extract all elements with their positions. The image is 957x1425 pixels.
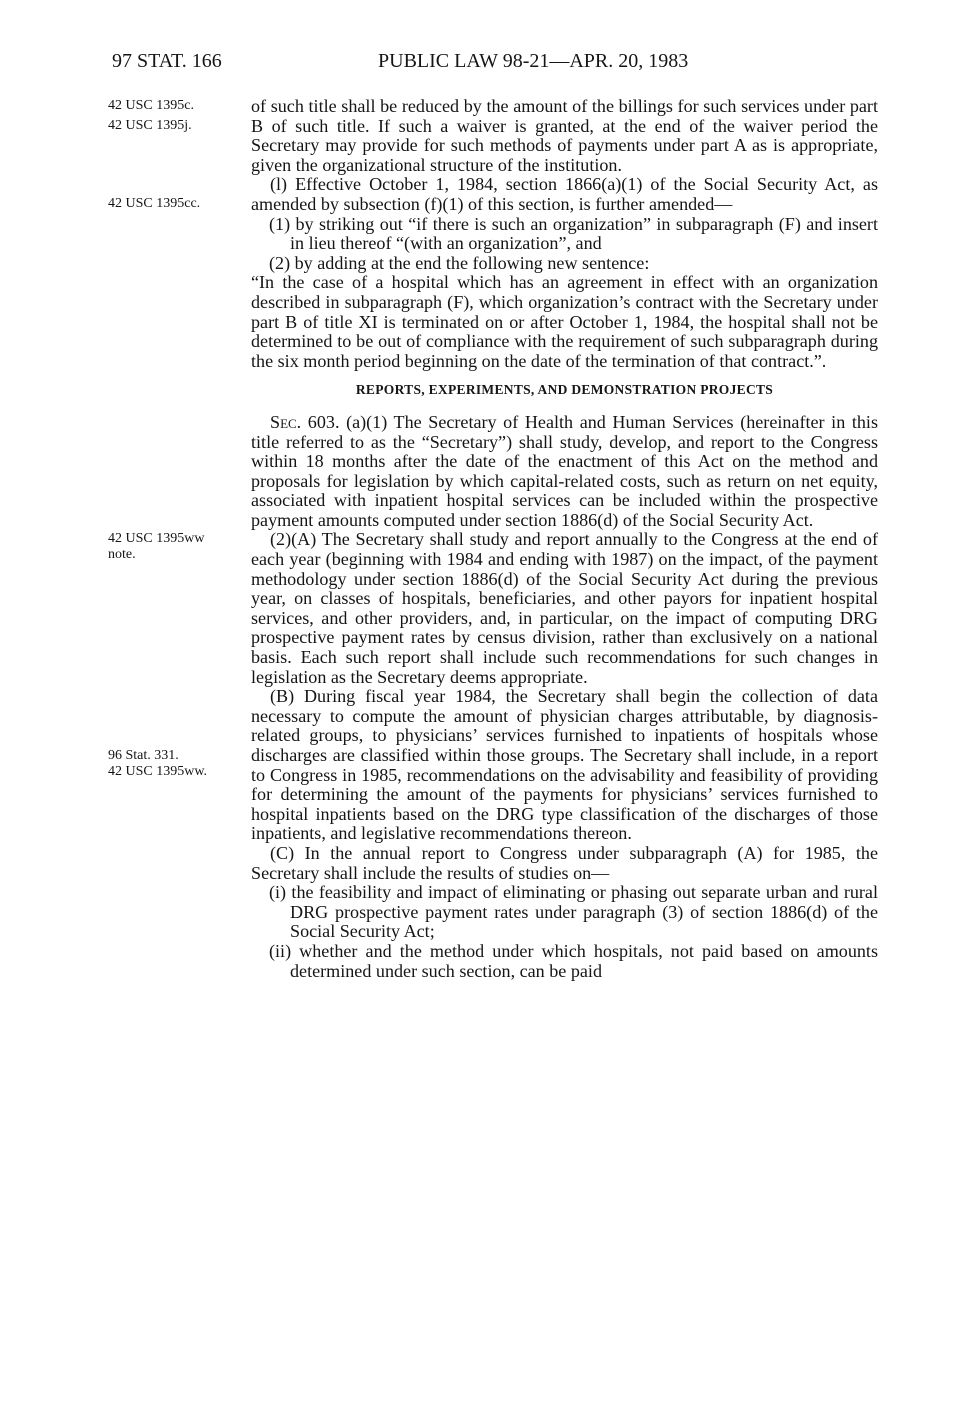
section-label: Sec. 603. — [270, 411, 340, 432]
margin-note-42-usc-1395cc: 42 USC 1395cc. — [108, 196, 201, 211]
paragraph-a2-C: (C) In the annual report to Congress under subparagraph (A) for 1985, the Secretary shall include the results of studies on— — [251, 842, 878, 883]
margin-note-96-stat-331: 96 Stat. 331. — [108, 748, 179, 763]
section-heading: REPORTS, EXPERIMENTS, AND DEMONSTRATION PROJECTS — [355, 382, 774, 398]
page-header — [0, 50, 957, 80]
margin-note-42-usc-1395c: 42 USC 1395c. — [108, 98, 194, 113]
paragraph-a2-A: (2)(A) The Secretary shall study and report annually to the Congress at the end of each year (beginning with 1984 and ending with 1987) on the impact, of the payment methodology under section 1886(d) of the Social Security Act during the previous year, on classes of hospitals, beneficiaries, and other payors for inpatient hospital services, and other providers, and, in particular, on the impact of computing DRG prospective payment rates by census division, rather than exclusively on a national basis. Each such report shall include such recommendations for such changes in legislation as the Secretary deems appropriate. — [251, 529, 878, 687]
public-law-title: PUBLIC LAW 98-21—APR. 20, 1983 — [378, 50, 689, 72]
body-text — [251, 97, 878, 981]
margin-note-42-usc-1395ww-2: 42 USC 1395ww. — [108, 764, 208, 779]
paragraph-clause-ii: (ii) whether and the method under which hospitals, not paid based on amounts determined under such section, can be paid — [269, 940, 878, 981]
paragraph-a2-B: (B) During fiscal year 1984, the Secretary shall begin the collection of data necessary to compute the amount of physician charges attributable, by diagnosis-related groups, to physicians’ services furnished to inpatients of hospitals whose discharges are classified within those groups. The Secretary shall include, in a report to Congress in 1985, recommendations on the advisability and feasibility of providing for determining the amount of the payments for physicians’ services furnished to hospital inpatients based on the DRG type classification of the discharges of those inpatients, and legislative recommendations thereon. — [251, 686, 878, 844]
margin-note-note: note. — [108, 547, 136, 562]
paragraph-clause-2: (2) by adding at the end the following new sentence: — [269, 252, 650, 273]
margin-note-42-usc-1395ww: 42 USC 1395ww — [108, 531, 205, 546]
paragraph-quoted-sentence: “In the case of a hospital which has an agreement in effect with an organization described in subparagraph (F), which organization’s contract with the Secretary under part B of title XI is terminated on or after October 1, 1984, the hospital shall not be determined to be out of compliance with the requirement of such subparagraph during the six month period beginning on the date of the termination of that contract.”. — [251, 272, 878, 371]
paragraph-subsection-l: (l) Effective October 1, 1984, section 1866(a)(1) of the Social Security Act, as amended by subsection (f)(1) of this section, is further amended— — [251, 174, 878, 214]
sec-603-a1-text: (a)(1) The Secretary of Health and Human Services (hereinafter in this title referred to as the “Secretary”) shall study, develop, and report to the Congress within 18 months after the date of the enactment of this Act on the method and proposals for legislation by which capital-related costs, such as return on net equity, associated with inpatient hospital services can be included within the prospective payment amounts computed under section 1886(d) of the Social Security Act. — [251, 411, 878, 530]
paragraph-waiver: of such title shall be reduced by the amount of the billings for such services under part B of such title. If such a waiver is granted, at the end of the waiver period the Secretary may provide for such methods of payments under part A as is appropriate, given the organizational structure of the institution. — [251, 96, 878, 175]
paragraph-sec-603-a1 — [251, 413, 878, 531]
paragraph-clause-1: (1) by striking out “if there is such an organization” in subparagraph (F) and insert in lieu thereof “(with an organization”, and — [269, 213, 878, 254]
margin-note-42-usc-1395j: 42 USC 1395j. — [108, 118, 192, 133]
paragraph-clause-i: (i) the feasibility and impact of eliminating or phasing out separate urban and rural DRG prospective payment rates under paragraph (3) of section 1886(d) of the Social Security Act; — [269, 882, 878, 942]
statute-page-reference: 97 STAT. 166 — [112, 50, 222, 72]
